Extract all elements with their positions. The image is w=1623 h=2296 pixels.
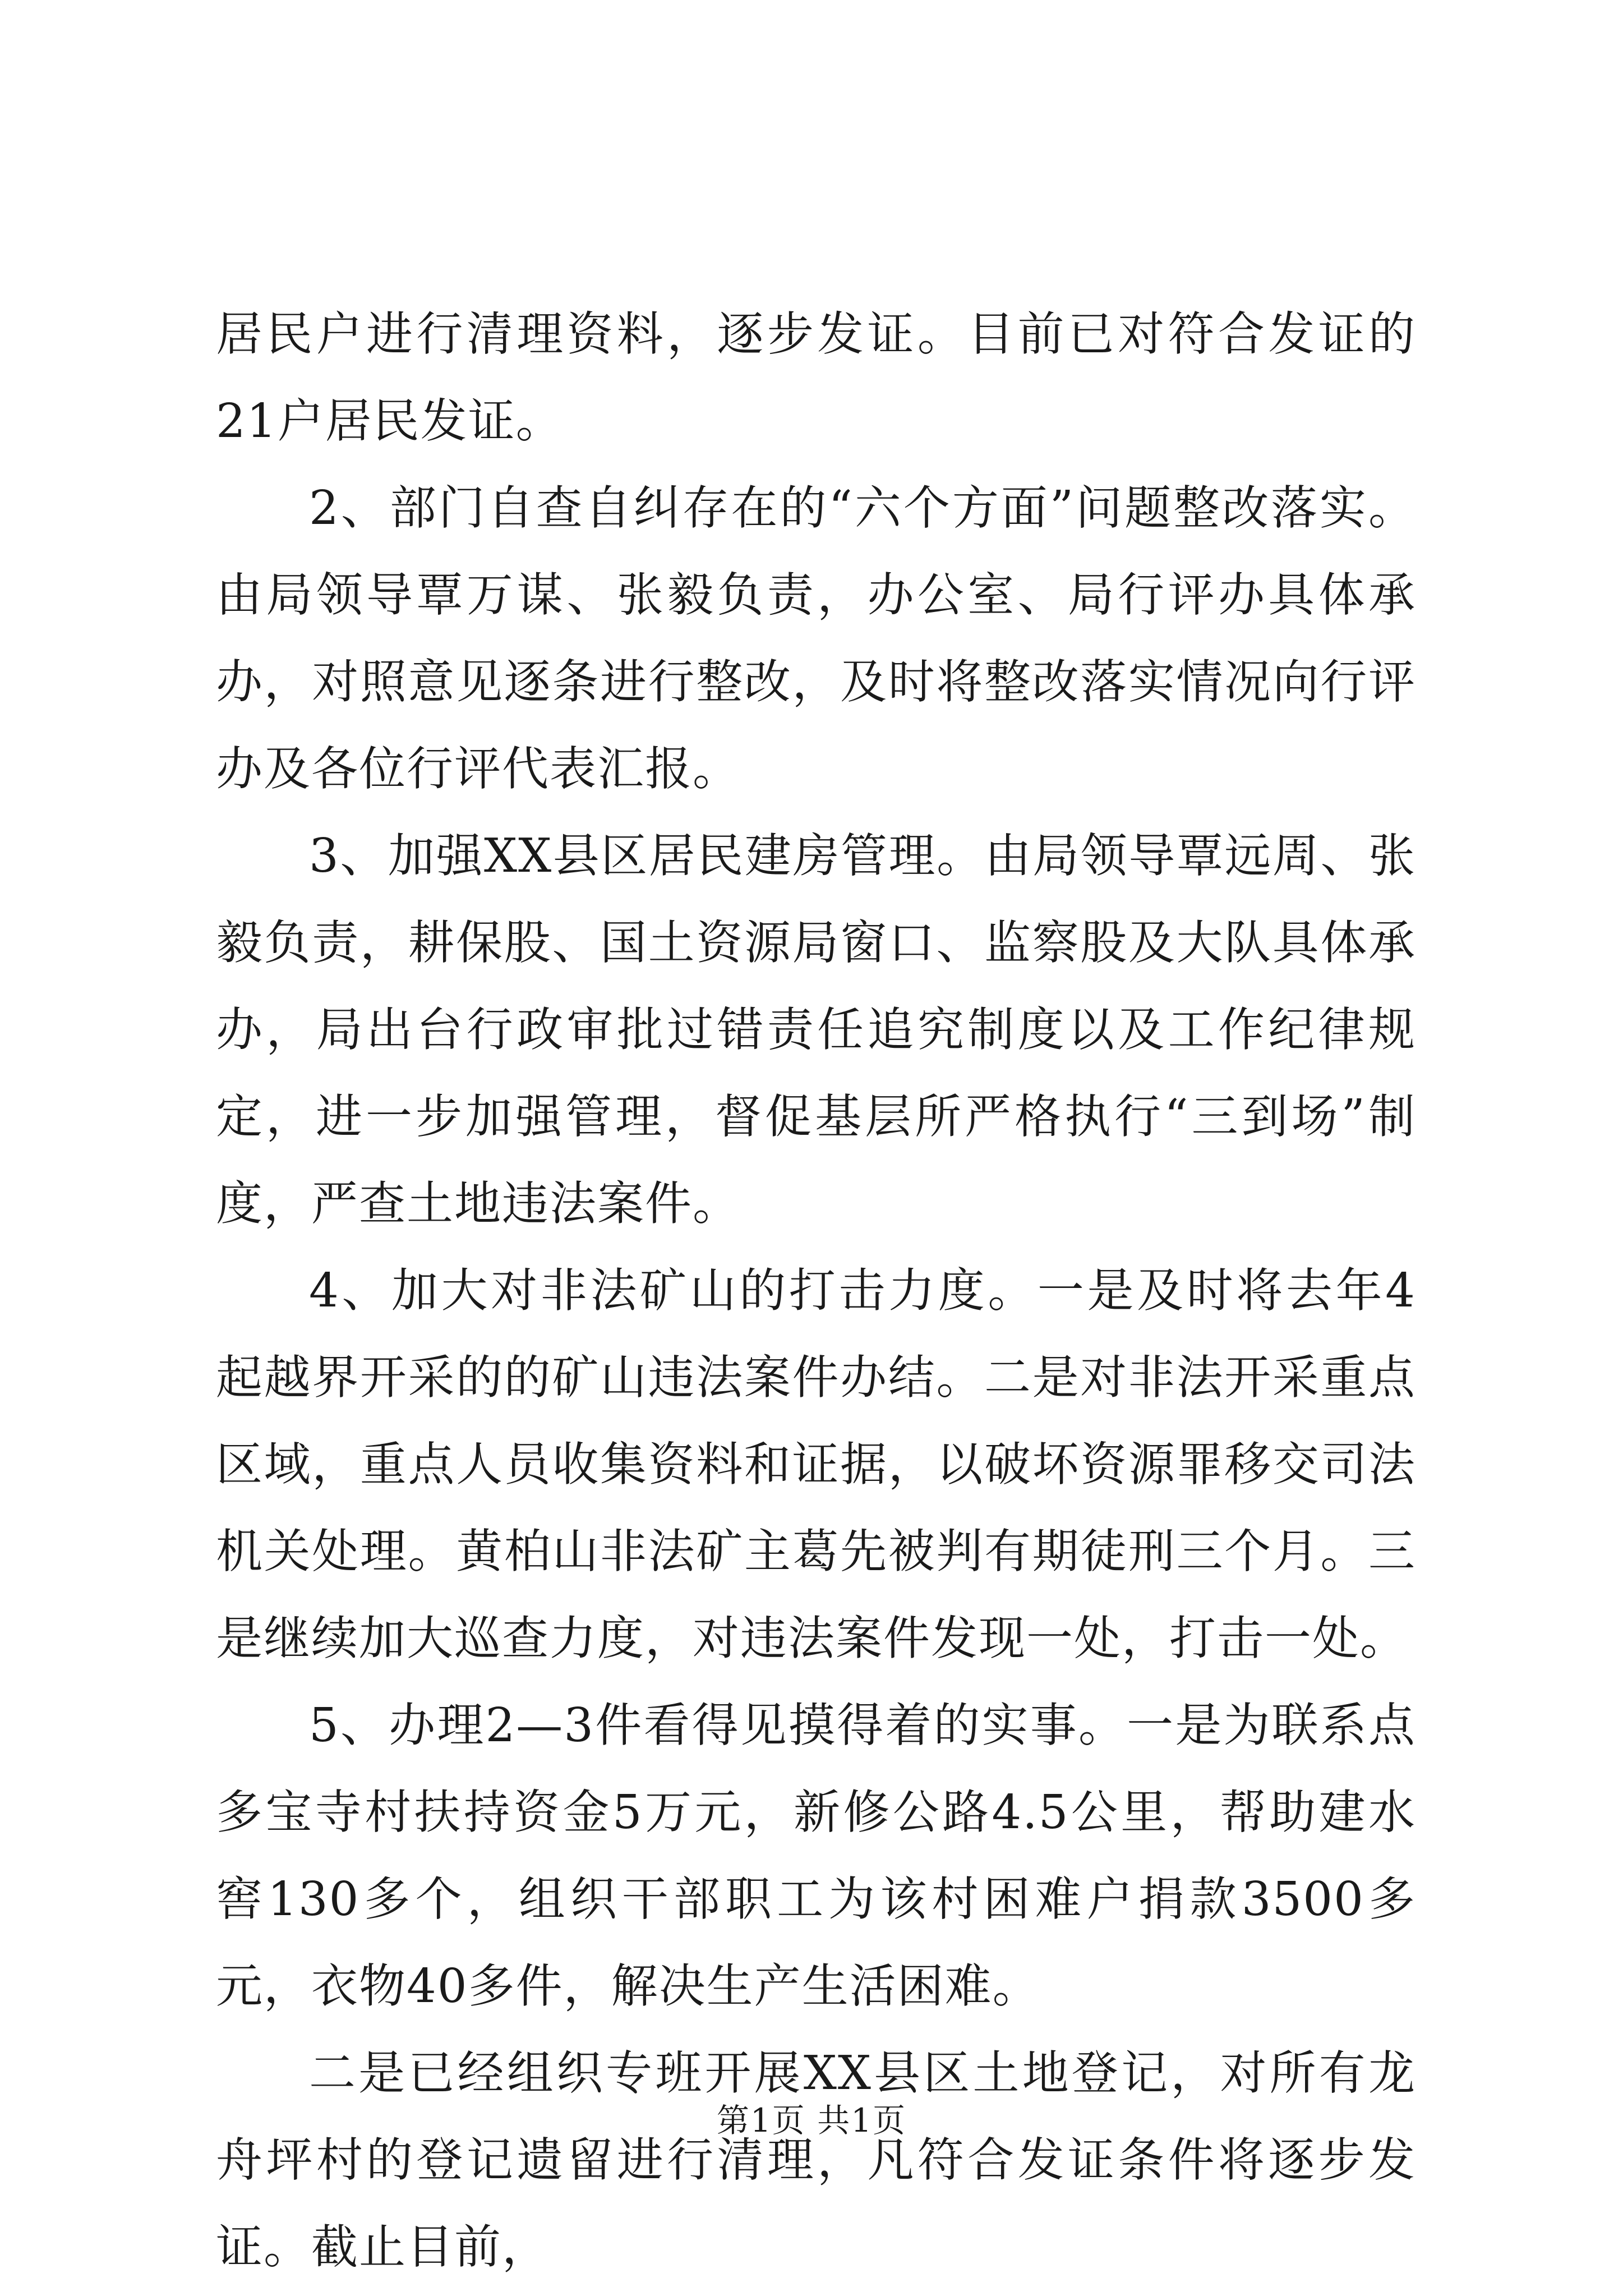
paragraph-item-4: 4、加大对非法矿山的打击力度。一是及时将去年4起越界开采的的矿山违法案件办结。二是对非法开采重点区域，重点人员收集资料和证据，以破坏资源罪移交司法机关处理。黄柏山非法矿主葛先被判有期徒刑三个月。三是继续加大巡查力度，对违法案件发现一处，打击一处。 xyxy=(216,1263,1416,1665)
paragraph-item-5: 5、办理2—3件看得见摸得着的实事。一是为联系点多宝寺村扶持资金5万元，新修公路4.5公里，帮助建水窖130多个，组织干部职工为该村困难户捐款3500多元，衣物40多件，解决生产生活困难。 xyxy=(216,1698,1416,2013)
paragraph-item-2: 2、部门自查自纠存在的“六个方面”问题整改落实。由局领导覃万谋、张毅负责，办公室、局行评办具体承办，对照意见逐条进行整改，及时将整改落实情况向行评办及各位行评代表汇报。 xyxy=(216,481,1416,796)
page-footer: 第1页 共1页 xyxy=(716,2101,907,2139)
paragraph-continuation: 居民户进行清理资料，逐步发证。目前已对符合发证的21户居民发证。 xyxy=(216,307,1416,448)
paragraph-item-5-part-2: 二是已经组织专班开展XX县区土地登记，对所有龙舟坪村的登记遗留进行清理，凡符合发证条件将逐步发证。截止目前， xyxy=(216,2046,1416,2274)
document-body xyxy=(216,291,1416,2290)
paragraph-item-3: 3、加强XX县区居民建房管理。由局领导覃远周、张毅负责，耕保股、国土资源局窗口、监察股及大队具体承办，局出台行政审批过错责任追究制度以及工作纪律规定，进一步加强管理，督促基层所严格执行“三到场”制度，严查土地违法案件。 xyxy=(216,829,1416,1231)
